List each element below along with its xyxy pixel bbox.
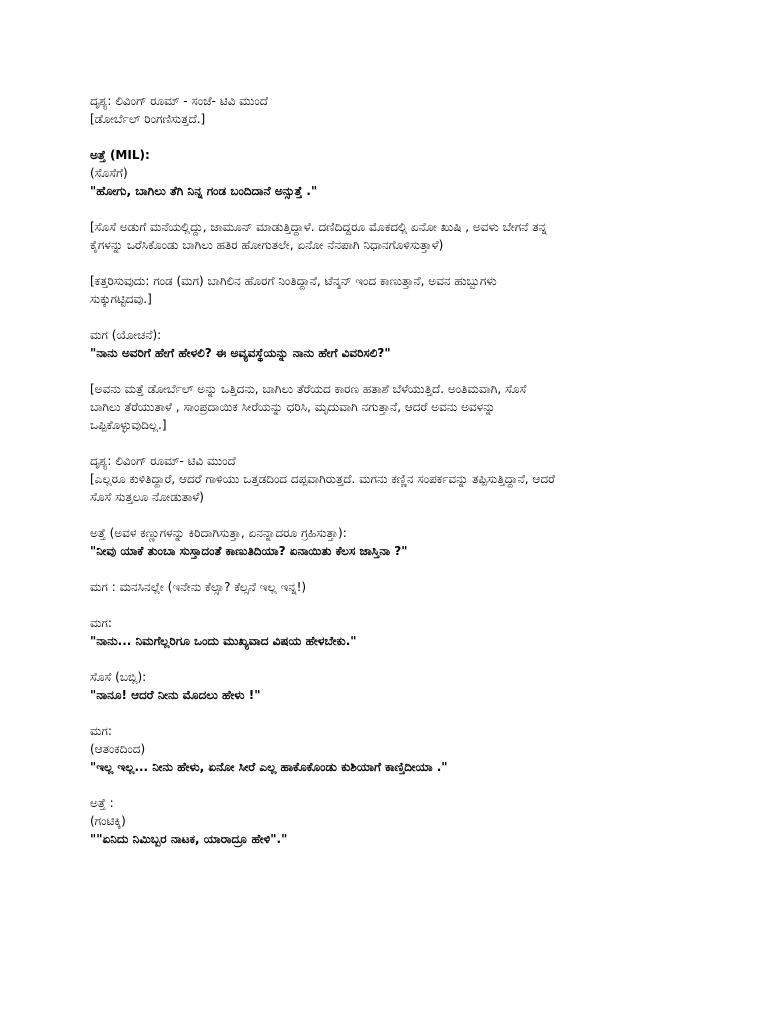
script-block [90,722,690,776]
script-line: "ಹೋಗು, ಬಾಗಿಲು ತೆಗಿ ನಿನ್ನ ಗಂಡ ಬಂದಿದಾನೆ ಅನ್ಸುತ್ತೆ ." [90,184,318,198]
script-line: ಮಗ: [90,616,112,630]
script-block [90,92,690,128]
script-block [90,668,690,704]
script-line: ದೃಶ್ಯ: ಲಿವಿಂಗ್ ರೂಮ್ - ಸಂಜೆ- ಟಿವಿ ಮುಂದೆ [90,94,268,108]
script-line: ಅತ್ತೆ (ಅವಳ ಕಣ್ಣುಗಳನ್ನು ಕಿರಿದಾಗಿಸುತ್ತಾ, ಏನನ್ನಾದರೂ ಗ್ರಹಿಸುತ್ತಾ): [90,526,347,540]
script-line: ದೃಶ್ಯ: ಲಿವಿಂಗ್ ರೂಮ್- ಟಿವಿ ಮುಂದೆ [90,454,236,468]
block-spacer [90,776,690,794]
script-line: ಒಪ್ಪಿಕೊಳ್ಳುವುದಿಲ್ಲ.] [90,418,167,432]
block-spacer [90,506,690,524]
script-line: ಸುಕ್ಕುಗಟ್ಟಿದವು.] [90,292,152,306]
script-line: ಅತ್ತೆ : [90,796,114,810]
script-block [90,380,690,434]
block-spacer [90,434,690,452]
script-block [90,578,690,596]
script-line: "ನಾನೂ! ಆದರೆ ನೀನು ಮೊದಲು ಹೇಳು !" [90,688,261,702]
script-line: [ಕತ್ತರಿಸುವುದು: ಗಂಡ (ಮಗ) ಬಾಗಿಲಿನ ಹೊರಗೆ ನಿಂತಿದ್ದಾನೆ, ಟೆನ್ಶನ್ ಇಂದ ಕಾಣುತ್ತಾನೆ, ಅವನ ಹುಬ್ಬುಗಳು [90,274,497,288]
script-line: ""ಏನಿದು ನಿಮಿಬ್ಬರ ನಾಟಕ, ಯಾರಾದ್ರೂ ಹೇಳಿ"." [90,832,288,846]
block-spacer [90,200,690,218]
block-spacer [90,596,690,614]
script-line: [ಅವನು ಮತ್ತೆ ಡೋರ್ಬೆಲ್ ಅನ್ನು ಒತ್ತಿದನು, ಬಾಗಿಲು ತೆರೆಯದ ಕಾರಣ ಹತಾಶೆ ಬೆಳೆಯುತ್ತಿದೆ. ಅಂತಿಮವಾಗಿ, ಸೊಸೆ [90,382,527,396]
script-block [90,614,690,650]
block-spacer [90,308,690,326]
script-line: ಬಾಗಿಲು ತೆರೆಯುತಾಳೆ , ಸಾಂಪ್ರದಾಯಿಕ ಸೀರೆಯನ್ನು ಧರಿಸಿ, ಮೃದುವಾಗಿ ನಗುತ್ತಾನೆ, ಆದರೆ ಅವನು ಅವಳನ್ನು [90,400,496,414]
script-block [90,794,690,848]
script-line: ಮಗ (ಯೋಚನೆ): [90,328,162,342]
block-spacer [90,254,690,272]
script-line: (ಆತಂಕದಿಂದ) [90,742,146,756]
script-block [90,218,690,254]
block-spacer [90,560,690,578]
script-block [90,326,690,362]
script-line: [ಡೋರ್ಬೆಲ್ ರಿಂಗಣಿಸುತ್ತದೆ.] [90,112,206,126]
script-document [90,92,690,848]
script-line: "ನಾನು ಅವರಿಗೆ ಹೇಗೆ ಹೇಳಲಿ? ಈ ಅವ್ಯವಸ್ಥೆಯನ್ನು ನಾನು ಹೇಗೆ ವಿವರಿಸಲಿ?" [90,346,391,360]
script-block [90,452,690,506]
script-line: ಸೊಸೆ ಸುತ್ತಲೂ ನೋಡುತಾಳೆ) [90,490,204,504]
script-line: ಅತ್ತೆ (MIL): [90,148,150,162]
script-line: ಮಗ : ಮನಸಿನಲ್ಲೇ (ಇನೇನು ಕೆಲ್ಸಾ? ಕೆಲ್ಸನೆ ಇಲ್ಲ ಇನ್ನ!) [90,580,307,594]
script-block [90,146,690,200]
script-line: ಮಗ: [90,724,112,738]
block-spacer [90,704,690,722]
script-line: [ಸೊಸೆ ಅಡುಗೆ ಮನೆಯಲ್ಲಿದ್ದು, ಜಾಮೂನ್ ಮಾಡುತ್ತಿದ್ದಾಳೆ. ದಣಿದಿದ್ದರೂ ಮೊಕದಲ್ಲಿ ಏನೋ ಖುಷಿ , ಅವಳು ಬೇಗನೆ ತನ್ನ [90,220,547,234]
script-line: (ಗಂಟಿಕ್ಕಿ) [90,814,126,828]
script-line: (ಸೊಸೆಗೆ) [90,166,128,180]
block-spacer [90,362,690,380]
script-line: "ಇಲ್ಲ ಇಲ್ಲ... ನೀನು ಹೇಳು, ಏನೋ ಸೀರೆ ಎಲ್ಲ ಹಾಕೊಕೊಂಡು ಕುಶಿಯಾಗೆ ಕಾಣ್ತಿದೀಯಾ ." [90,760,448,774]
script-line: ಕೈಗಳನ್ನು ಒರೆಸಿಕೊಂಡು ಬಾಗಿಲು ಹತಿರ ಹೋಗುತಲೇ, ಏನೋ ನೆನಪಾಗಿ ನಿಧಾನಗೊಳಿಸುತ್ತಾಳೆ) [90,238,444,252]
script-block [90,524,690,560]
script-line: [ಎಲ್ಲರೂ ಕುಳಿತಿದ್ದಾರೆ, ಆದರೆ ಗಾಳಿಯು ಒತ್ತಡದಿಂದ ದಪ್ಪವಾಗಿರುತ್ತದೆ. ಮಗನು ಕಣ್ಣಿನ ಸಂಪರ್ಕವನ್ನು ತಪ್ಪಿಸುತ್ತಿದ್ದಾನೆ, ಆದರೆ [90,472,555,486]
script-line: "ನೀವು ಯಾಕೆ ತುಂಬಾ ಸುಸ್ತಾದಂತೆ ಕಾಣುತಿದಿಯಾ? ಏನಾಯಿತು ಕೆಲಸ ಜಾಸ್ತಿನಾ ?" [90,544,408,558]
script-line: ಸೊಸೆ (ಬಬ್ಲಿ): [90,670,147,684]
script-line: "ನಾನು... ನಿಮಗೆಲ್ಲರಿಗೂ ಒಂದು ಮುಖ್ಯವಾದ ವಿಷಯ ಹೇಳಬೇಕು." [90,634,357,648]
block-spacer [90,650,690,668]
script-block [90,272,690,308]
block-spacer [90,128,690,146]
